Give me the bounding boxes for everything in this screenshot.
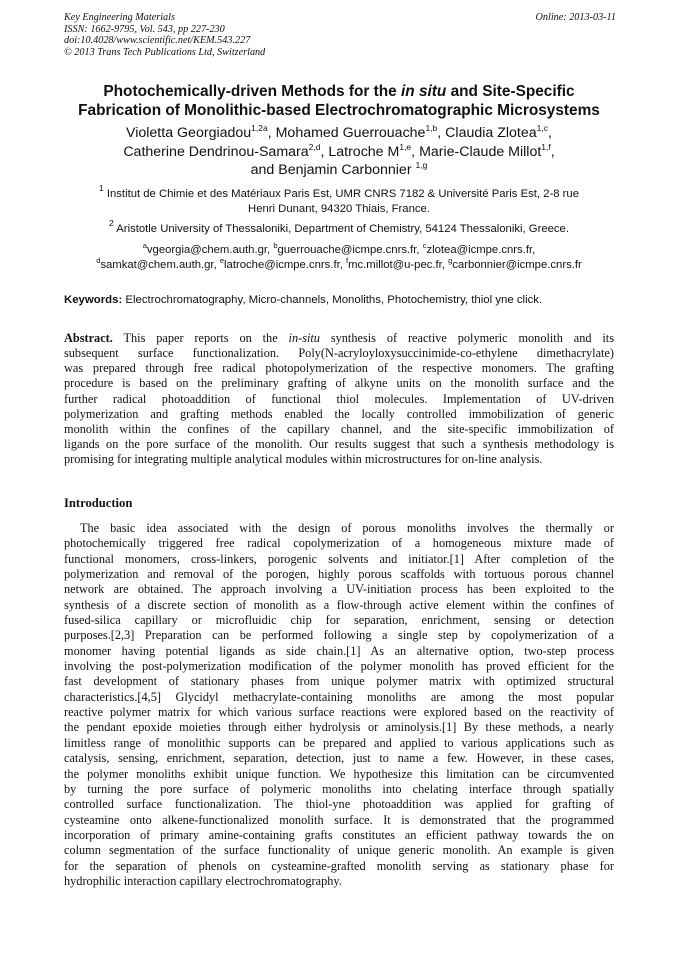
author-name: Claudia Zlotea xyxy=(445,125,537,141)
author-affil: 1,e xyxy=(399,141,412,152)
intro-line: functional monomers, cross-linkers, porogenic solvents and initiator.[1] After completion of the xyxy=(64,551,614,566)
online-date: Online: 2013-03-11 xyxy=(535,12,616,23)
intro-line: by turning the pore surface of polymeric monoliths into chelating interface through spatially xyxy=(64,781,614,796)
affiliation-2: $^2$ Aristotle University of Thessaloniki, Department of Chemistry, 54124 Thessaloniki, Greece. xyxy=(109,218,569,235)
abstract-line: promising for integrating multiple analytical modules within microstructures for on-line analysis. xyxy=(64,452,543,467)
author-affil: 1,b xyxy=(425,123,438,133)
email-link[interactable]: carbonnier@icmpe.cnrs.fr xyxy=(452,258,582,271)
author-list xyxy=(40,124,638,180)
author-name: Catherine Dendrinou-Samara xyxy=(123,143,309,160)
abstract-line: procedure is based on the preliminary grafting of alkyne units on the monolith surface and the xyxy=(64,376,614,391)
intro-line: purposes.[2,3] Preparation can be performed following a single step by copolymerization of a xyxy=(64,628,614,643)
keywords-text: Electrochromatography, Micro-channels, Monoliths, Photochemistry, thiol yne click. xyxy=(122,294,543,306)
intro-line: column segmentation of the surface functionality of unique generic monolith. An example is given xyxy=(64,843,614,858)
intro-line: photochemically triggered free radical copolymerization of a homogeneous mixture made of xyxy=(64,536,614,551)
author-name: Violetta Georgiadou xyxy=(126,125,252,141)
journal-header xyxy=(64,12,616,58)
author-affil: 1,f xyxy=(541,141,551,152)
email-line-1: $^a$vgeorgia@chem.auth.gr, $^b$guerrouache@icmpe.cnrs.fr, $^c$zlotea@icmpe.cnrs.fr, xyxy=(142,241,536,256)
title-line-1: Photochemically-driven Methods for the in situ and Site-Specific xyxy=(103,83,575,100)
title-line-2: Fabrication of Monolithic-based Electrochromatographic Microsystems xyxy=(78,102,600,119)
intro-line: synthesis of a discrete section of monolith as a flow-through active element within the confines of xyxy=(64,597,614,612)
journal-name: Key Engineering Materials xyxy=(64,12,175,23)
abstract-line: Abstract. This paper reports on the in-situ synthesis of reactive polymeric monolith and its xyxy=(64,331,614,345)
affiliation-mark: 2 xyxy=(109,218,114,228)
author-line-3 xyxy=(40,161,638,180)
intro-line: the pendant epoxide moieties through either hydrolysis or aminolysis.[1] By these methods, a nearly xyxy=(64,720,614,735)
author-affil: 2,d xyxy=(308,141,321,152)
intro-line: cysteamine onto alkene-functionalized monolith surface. It is demonstrated that the programmed xyxy=(64,812,614,827)
author-name: Mohamed Guerrouache xyxy=(275,125,426,141)
abstract-line: polymerization and grafting methods enabled the locally controlled immobilization of generic xyxy=(64,406,614,421)
author-line-1: Violetta Georgiadou$^{1,2a}$, Mohamed Guerrouache$^{1,b}$, Claudia Zlotea$^{1,c}$, xyxy=(126,123,552,141)
author-affil: 1,c xyxy=(536,123,549,133)
section-heading: Introduction xyxy=(64,496,133,510)
intro-line: The basic idea associated with the design of porous monoliths involves the thermally or xyxy=(80,521,614,535)
intro-line: fast development of stationary phases from unique polymer matrix with optimized structural xyxy=(64,674,614,689)
abstract-line: further radical photoaddition of functional thiol molecules. Implementation of UV-driven xyxy=(64,391,614,406)
abstract-line: monolith within the confines of the capillary channel, and the site-specific immobilization of xyxy=(64,421,614,436)
author-name: and Benjamin Carbonnier xyxy=(250,162,412,178)
intro-line: for the separation of phenols on cysteamine-grafted monolith serving as stationary phase for xyxy=(64,858,614,873)
intro-line: hydrophilic interaction capillary electrochromatography. xyxy=(64,873,342,888)
keywords xyxy=(64,294,624,306)
email-link[interactable]: latroche@icmpe.cnrs.fr xyxy=(224,258,340,271)
title-italic: in situ xyxy=(400,83,447,100)
keywords-label: Keywords: xyxy=(64,294,123,306)
issn: ISSN: 1662-9795, Vol. 543, pp 227-230 xyxy=(64,23,225,35)
affiliation-mark: 1 xyxy=(98,183,104,193)
author-name: Latroche M xyxy=(328,143,400,160)
affiliation-1: $^1$ Institut de Chimie et des Matériaux Paris Est, UMR CNRS 7182 & Université Paris Est, 2-8 rue Henri Dunant, 94320 Thiais, France. xyxy=(98,183,579,215)
author-affil: 1,g xyxy=(415,160,428,170)
abstract-line: subsequent surface functionalization. Poly(N-acryloyloxysuccinimide-co-ethylene dimethacrylate) xyxy=(64,346,614,361)
intro-line: characteristics.[4,5] Glycidyl methacrylate-containing monoliths are among the most popular xyxy=(64,689,614,704)
intro-line: involving the post-polymerization modification of the polymer monolith has proved efficient for the xyxy=(64,659,614,674)
abstract-label: Abstract. xyxy=(64,331,113,345)
doi: doi:10.4028/www.scientific.net/KEM.543.227 xyxy=(64,35,251,46)
author-affil: 1,2a xyxy=(251,123,268,133)
email-link[interactable]: samkat@chem.auth.gr xyxy=(100,258,214,271)
intro-line: incorporation of primary amine-containing grafts constitutes an efficient pathway towards the on xyxy=(64,827,614,842)
author-line-2: Catherine Dendrinou-Samara$^{2,d}$, Latroche M$^{1,e}$, Marie-Claude Millot$^{1,f}$, xyxy=(123,141,555,160)
email-link[interactable]: mc.millot@u-pec.fr xyxy=(348,258,442,271)
email-link[interactable]: zlotea@icmpe.cnrs.fr, xyxy=(426,244,536,256)
intro-line: limitless range of monolithic supports can be prepared and applied to various applications such as xyxy=(64,735,614,750)
paper-title xyxy=(50,82,628,120)
abstract-line: ligands on the pore surface of the monolith. Our results suggest that such a synthesis methodology is xyxy=(64,437,614,452)
email-list xyxy=(40,243,638,272)
intro-line: polymerization and removal of the porogen, highly porous scaffolds with tortuous porous channel xyxy=(64,567,614,582)
abstract xyxy=(64,331,614,467)
intro-line: reactive polymer matrix for which various surface reactions were explored based on the reactivity of xyxy=(64,705,614,720)
intro-line: monomer having potential ligands as side chain.[1] As an alternative option, two-step process xyxy=(64,643,614,658)
intro-line: controlled surface functionalization. The thiol-yne photoaddition was applied for grafting of xyxy=(64,797,614,812)
intro-line: network are obtained. The approach involving a UV-initiation process has been exploited to the xyxy=(64,582,614,597)
introduction-body xyxy=(64,521,614,889)
email-link[interactable]: vgeorgia@chem.auth.gr xyxy=(146,244,268,256)
author-name: Marie-Claude Millot xyxy=(419,143,542,160)
abstract-line: was prepared through free radical photopolymerization of the respective monomers. The grafting xyxy=(64,361,614,376)
intro-line: the polymer monoliths exhibit unique function. We hypothesize this limitation can be circumvented xyxy=(64,766,614,781)
intro-line: catalysis, sensing, enrichment, separation, detection, just to name a few. However, in these cases, xyxy=(64,751,614,766)
copyright: © 2013 Trans Tech Publications Ltd, Switzerland xyxy=(64,46,266,58)
email-line-2: $^d$samkat@chem.auth.gr, $^e$latroche@icmpe.cnrs.fr, $^f$mc.millot@u-pec.fr, $^g$carbonnier@icmpe.cnrs.fr xyxy=(96,255,582,271)
intro-line: fused-silica capillary or microfluidic chip for separation, enrichment, sensing or detection xyxy=(64,613,614,628)
email-link[interactable]: guerrouache@icmpe.cnrs.fr xyxy=(277,244,417,256)
